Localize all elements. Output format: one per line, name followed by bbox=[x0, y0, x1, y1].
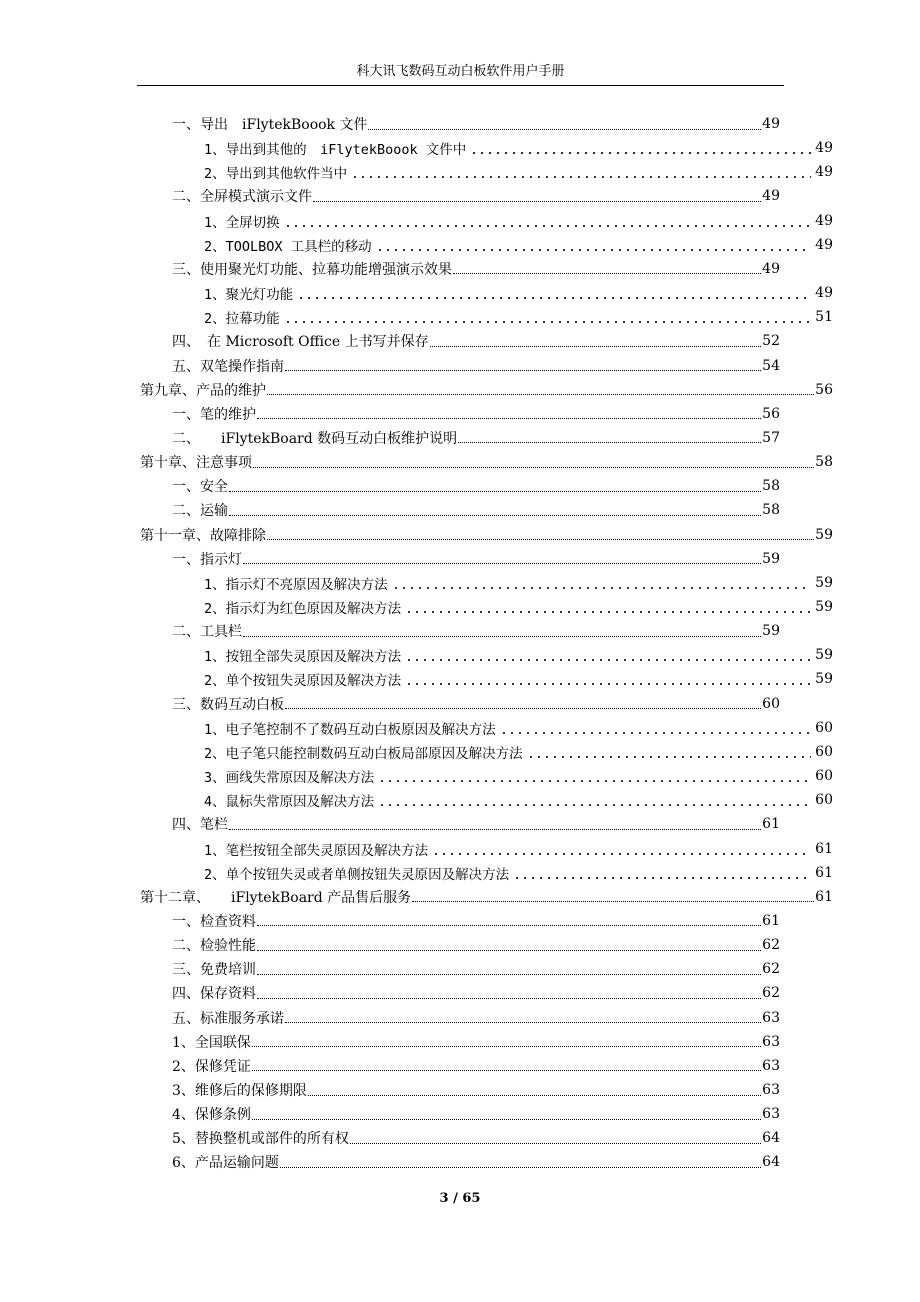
toc-entry-title: 一、指示灯 bbox=[172, 551, 242, 568]
toc-entry-page: 59 bbox=[815, 574, 833, 591]
toc-dot-leader bbox=[229, 481, 761, 492]
toc-entry-page: 60 bbox=[815, 792, 833, 809]
toc-entry-page: 61 bbox=[815, 888, 833, 905]
toc-entry-title: 3、画线失常原因及解决方法 bbox=[204, 770, 375, 787]
toc-entry-title: 5、替换整机或部件的所有权 bbox=[172, 1131, 349, 1148]
toc-entry-page: 60 bbox=[815, 743, 833, 760]
toc-entry-title: 第九章、产品的维护 bbox=[140, 382, 266, 399]
toc-entry-page: 49 bbox=[815, 212, 833, 229]
toc-dot-leader bbox=[368, 119, 761, 130]
toc-entry-title: 五、标准服务承诺 bbox=[172, 1010, 284, 1027]
toc-entry[interactable] bbox=[172, 402, 780, 426]
toc-entry[interactable] bbox=[204, 281, 833, 305]
toc-entry-title: 三、数码互动白板 bbox=[172, 696, 284, 713]
page-header-title: 科大讯飞数码互动白板软件用户手册 bbox=[356, 64, 565, 79]
toc-entry-page: 61 bbox=[762, 816, 780, 833]
toc-entry[interactable] bbox=[172, 426, 780, 450]
toc-entry-page: 59 bbox=[762, 623, 780, 640]
toc-entry[interactable] bbox=[140, 885, 833, 909]
toc-dot-leader bbox=[285, 1012, 761, 1023]
toc-entry-page: 49 bbox=[762, 260, 780, 277]
toc-entry[interactable] bbox=[172, 1102, 780, 1126]
toc-entry-page: 60 bbox=[815, 719, 833, 736]
toc-entry-title: 2、TOOLBOX 工具栏的移动 bbox=[204, 238, 372, 255]
toc-dot-leader bbox=[257, 964, 761, 975]
toc-dot-leader bbox=[284, 215, 812, 227]
toc-entry-page: 59 bbox=[815, 671, 833, 688]
toc-dot-leader bbox=[378, 794, 811, 806]
toc-entry[interactable] bbox=[172, 812, 780, 836]
page-number: 3 / 65 bbox=[439, 1191, 481, 1206]
toc-dot-leader bbox=[405, 649, 811, 661]
toc-dot-leader bbox=[405, 673, 811, 685]
toc-entry-page: 60 bbox=[762, 695, 780, 712]
toc-entry-page: 62 bbox=[762, 937, 780, 954]
toc-entry-page: 64 bbox=[762, 1130, 780, 1147]
toc-entry-title: 4、保修条例 bbox=[172, 1107, 251, 1124]
toc-dot-leader bbox=[284, 311, 812, 323]
toc-entry[interactable] bbox=[172, 498, 780, 522]
toc-dot-leader bbox=[350, 1133, 761, 1144]
toc-entry-page: 56 bbox=[815, 381, 833, 398]
toc-entry-page: 52 bbox=[762, 333, 780, 350]
toc-entry-title: 三、使用聚光灯功能、拉幕功能增强演示效果 bbox=[172, 261, 452, 278]
toc-entry-title: 三、免费培训 bbox=[172, 962, 256, 979]
toc-entry-title: 1、笔栏按钮全部失灵原因及解决方法 bbox=[204, 842, 429, 859]
toc-dot-leader bbox=[405, 601, 811, 613]
toc-entry-page: 49 bbox=[815, 285, 833, 302]
toc-entry[interactable] bbox=[204, 643, 833, 667]
toc-entry-title: 2、电子笔只能控制数码互动白板局部原因及解决方法 bbox=[204, 745, 523, 762]
toc-entry-page: 49 bbox=[762, 188, 780, 205]
toc-entry[interactable] bbox=[172, 981, 780, 1005]
toc-entry-page: 63 bbox=[762, 1009, 780, 1026]
toc-entry-page: 59 bbox=[815, 599, 833, 615]
toc-entry[interactable] bbox=[204, 837, 833, 861]
toc-entry-title: 二、全屏模式演示文件 bbox=[172, 189, 312, 206]
toc-entry-title: 四、 在 Microsoft Office 上书写并保存 bbox=[172, 334, 429, 351]
toc-entry[interactable] bbox=[204, 667, 833, 691]
toc-entry-title: 6、产品运输问题 bbox=[172, 1155, 279, 1172]
toc-entry-page: 62 bbox=[762, 961, 780, 978]
toc-entry[interactable] bbox=[172, 1126, 780, 1150]
toc-dot-leader bbox=[229, 819, 761, 830]
toc-entry-page: 63 bbox=[762, 1106, 780, 1123]
toc-dot-leader bbox=[430, 336, 762, 347]
toc-entry-page: 59 bbox=[815, 647, 833, 664]
toc-dot-leader bbox=[252, 1060, 761, 1071]
toc-entry-page: 61 bbox=[815, 864, 833, 881]
toc-entry-page: 59 bbox=[762, 550, 780, 567]
toc-entry-page: 58 bbox=[815, 454, 833, 471]
toc-entry[interactable] bbox=[140, 450, 833, 474]
toc-entry[interactable] bbox=[204, 136, 833, 160]
toc-dot-leader bbox=[527, 746, 812, 758]
toc-dot-leader bbox=[280, 1157, 761, 1168]
toc-entry[interactable] bbox=[204, 788, 833, 812]
toc-entry[interactable] bbox=[204, 740, 833, 764]
toc-entry-title: 第十二章、 iFlytekBoard 产品售后服务 bbox=[140, 889, 412, 906]
toc-dot-leader bbox=[378, 770, 811, 782]
toc-dot-leader bbox=[376, 239, 812, 251]
toc-entry-title: 一、安全 bbox=[172, 479, 228, 496]
toc-entry-title: 四、保存资料 bbox=[172, 986, 256, 1003]
toc-entry-page: 49 bbox=[762, 116, 780, 132]
toc-entry-page: 58 bbox=[762, 478, 780, 495]
toc-dot-leader bbox=[458, 432, 761, 443]
toc-entry-title: 一、检查资料 bbox=[172, 913, 256, 930]
toc-entry-page: 56 bbox=[762, 405, 780, 422]
toc-entry[interactable] bbox=[172, 1030, 780, 1054]
toc-entry[interactable] bbox=[172, 957, 780, 981]
toc-entry[interactable] bbox=[172, 474, 780, 498]
toc-entry-title: 4、鼠标失常原因及解决方法 bbox=[204, 794, 375, 811]
toc-dot-leader bbox=[252, 1036, 761, 1047]
toc-entry-title: 3、维修后的保修期限 bbox=[172, 1083, 307, 1099]
toc-entry-title: 一、笔的维护 bbox=[172, 406, 256, 423]
toc-dot-leader bbox=[267, 529, 814, 540]
toc-entry[interactable] bbox=[172, 112, 780, 136]
toc-entry-page: 61 bbox=[815, 840, 833, 857]
toc-entry-page: 58 bbox=[762, 502, 780, 519]
toc-dot-leader bbox=[267, 384, 814, 395]
toc-dot-leader bbox=[243, 553, 761, 564]
toc-entry-title: 1、指示灯不亮原因及解决方法 bbox=[204, 576, 388, 593]
toc-entry[interactable] bbox=[172, 184, 780, 208]
toc-entry[interactable] bbox=[204, 716, 833, 740]
toc-entry-page: 59 bbox=[815, 526, 833, 543]
toc-entry-title: 1、电子笔控制不了数码互动白板原因及解决方法 bbox=[204, 721, 496, 738]
toc-entry[interactable] bbox=[172, 619, 780, 643]
toc-dot-leader bbox=[252, 1109, 761, 1120]
toc-dot-leader bbox=[313, 191, 761, 202]
toc-entry-page: 64 bbox=[762, 1154, 780, 1171]
toc-dot-leader bbox=[257, 940, 761, 951]
toc-entry[interactable] bbox=[140, 523, 833, 547]
toc-entry-page: 49 bbox=[815, 236, 833, 253]
toc-dot-leader bbox=[257, 915, 761, 926]
toc-dot-leader bbox=[432, 843, 811, 855]
toc-dot-leader bbox=[392, 577, 812, 589]
toc-entry-title: 2、拉幕功能 bbox=[204, 311, 280, 328]
toc-entry-page: 49 bbox=[815, 140, 833, 157]
toc-dot-leader bbox=[453, 263, 761, 274]
toc-entry-page: 62 bbox=[762, 985, 780, 1002]
toc-dot-leader bbox=[470, 142, 811, 154]
toc-entry-page: 49 bbox=[815, 164, 833, 181]
toc-entry-page: 54 bbox=[762, 357, 780, 374]
toc-entry[interactable] bbox=[172, 354, 780, 378]
toc-entry[interactable] bbox=[204, 305, 833, 329]
toc-entry[interactable] bbox=[172, 1078, 780, 1102]
toc-dot-leader bbox=[253, 457, 814, 468]
toc-entry[interactable] bbox=[172, 329, 780, 353]
toc-entry-page: 63 bbox=[762, 1057, 780, 1074]
toc-entry-title: 四、笔栏 bbox=[172, 817, 228, 834]
toc-dot-leader bbox=[285, 360, 761, 371]
toc-entry-page: 60 bbox=[815, 768, 833, 785]
toc-dot-leader bbox=[229, 505, 761, 516]
toc-dot-leader bbox=[297, 287, 811, 299]
toc-entry-page: 63 bbox=[762, 1082, 780, 1098]
toc-dot-leader bbox=[513, 867, 811, 879]
toc-entry-page: 51 bbox=[815, 309, 833, 326]
toc-entry[interactable] bbox=[204, 160, 833, 184]
toc-entry-title: 第十章、注意事项 bbox=[140, 455, 252, 472]
toc-entry[interactable] bbox=[172, 1006, 780, 1030]
toc-dot-leader bbox=[285, 698, 761, 709]
toc-entry[interactable] bbox=[172, 692, 780, 716]
toc-entry-title: 一、导出 iFlytekBoook 文件 bbox=[172, 117, 368, 133]
toc-entry-title: 2、保修凭证 bbox=[172, 1058, 251, 1075]
toc-entry-title: 二、运输 bbox=[172, 503, 228, 520]
toc-entry-page: 61 bbox=[762, 912, 780, 929]
toc-entry[interactable] bbox=[204, 861, 833, 885]
toc-entry-title: 二、 iFlytekBoard 数码互动白板维护说明 bbox=[172, 430, 458, 447]
toc-entry-title: 二、检验性能 bbox=[172, 938, 256, 955]
toc-dot-leader bbox=[308, 1085, 761, 1096]
toc-entry-page: 63 bbox=[762, 1033, 780, 1050]
toc-entry[interactable] bbox=[204, 764, 833, 788]
toc-dot-leader bbox=[500, 722, 812, 734]
toc-entry-title: 2、导出到其他软件当中 bbox=[204, 166, 348, 183]
toc-entry-title: 2、单个按钮失灵原因及解决方法 bbox=[204, 673, 402, 690]
toc-entry-title: 2、指示灯为红色原因及解决方法 bbox=[204, 601, 402, 617]
toc-entry-title: 五、双笔操作指南 bbox=[172, 358, 284, 375]
header-rule bbox=[137, 85, 784, 86]
toc-dot-leader bbox=[257, 408, 761, 419]
toc-entry-title: 1、导出到其他的 iFlytekBoook 文件中 bbox=[204, 142, 467, 159]
toc-entry[interactable] bbox=[172, 1150, 780, 1174]
toc-dot-leader bbox=[351, 166, 811, 178]
toc-entry[interactable] bbox=[172, 909, 780, 933]
toc-dot-leader bbox=[257, 988, 761, 999]
toc-entry-page: 57 bbox=[762, 429, 780, 446]
toc-entry-title: 2、单个按钮失灵或者单侧按钮失灵原因及解决方法 bbox=[204, 866, 510, 883]
toc-entry-title: 1、按钮全部失灵原因及解决方法 bbox=[204, 649, 402, 666]
toc-entry-title: 二、工具栏 bbox=[172, 624, 242, 641]
toc-entry[interactable] bbox=[204, 209, 833, 233]
toc-entry-title: 1、全国联保 bbox=[172, 1034, 251, 1051]
toc-entry[interactable] bbox=[140, 378, 833, 402]
toc-entry[interactable] bbox=[172, 1054, 780, 1078]
toc-entry-title: 1、聚光灯功能 bbox=[204, 287, 294, 304]
toc-entry-title: 1、全屏切换 bbox=[204, 214, 280, 231]
toc-entry[interactable] bbox=[172, 547, 780, 571]
toc-entry[interactable] bbox=[204, 595, 833, 619]
toc-entry-title: 第十一章、故障排除 bbox=[140, 527, 266, 544]
toc-entry[interactable] bbox=[204, 571, 833, 595]
toc-entry[interactable] bbox=[172, 933, 780, 957]
toc-entry[interactable] bbox=[204, 233, 833, 257]
toc-dot-leader bbox=[243, 626, 761, 637]
toc-entry[interactable] bbox=[172, 257, 780, 281]
toc-dot-leader bbox=[412, 891, 814, 902]
